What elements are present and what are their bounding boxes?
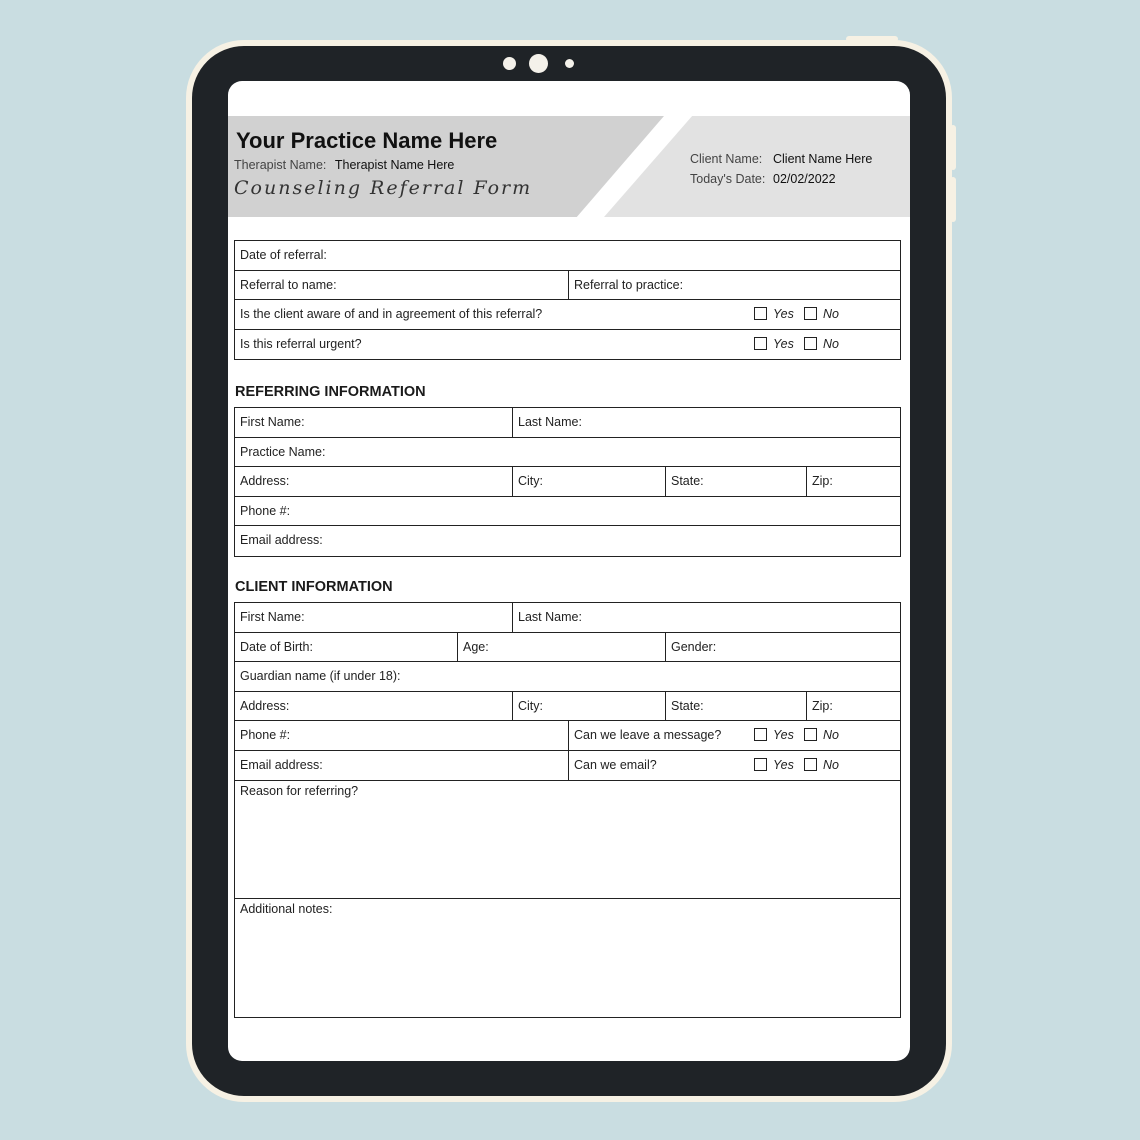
no-label: No <box>823 728 839 743</box>
first-name-label: First Name: <box>240 415 305 429</box>
referral-to-practice-label: Referral to practice: <box>574 277 684 292</box>
tablet-top-button <box>846 36 898 42</box>
client-email-field[interactable] <box>235 751 568 780</box>
client-state-field[interactable] <box>665 692 806 721</box>
yes-label: Yes <box>773 728 794 743</box>
tablet-volume-up-button <box>950 125 956 170</box>
client-name-value[interactable]: Client Name Here <box>773 152 873 166</box>
can-email-label: Can we email? <box>574 757 657 772</box>
table-row <box>235 271 900 301</box>
referral-to-name-field[interactable] <box>235 271 568 300</box>
client-information-table <box>234 602 901 1018</box>
referring-email-field[interactable] <box>235 526 900 556</box>
no-label: No <box>823 307 839 322</box>
referring-state-field[interactable] <box>665 467 806 496</box>
form-title: Counseling Referral Form <box>234 177 533 199</box>
urgent-no-checkbox[interactable] <box>804 337 839 351</box>
camera-dot-left <box>503 57 516 70</box>
additional-notes-field[interactable] <box>235 899 900 1017</box>
referral-table <box>234 240 901 360</box>
phone-label: Phone #: <box>240 503 291 518</box>
gender-label: Gender: <box>671 639 717 654</box>
client-aware-question <box>235 300 900 329</box>
referring-address-field[interactable] <box>235 467 512 496</box>
no-label: No <box>823 336 839 351</box>
client-address-field[interactable] <box>235 692 512 721</box>
city-label: City: <box>518 474 543 489</box>
table-row <box>235 692 900 722</box>
camera-dot-right <box>565 59 574 68</box>
practice-name-label: Practice Name: <box>240 444 326 459</box>
leave-message-no-checkbox[interactable] <box>804 728 839 742</box>
email-label: Email address: <box>240 757 323 772</box>
table-row <box>235 330 900 360</box>
table-row <box>235 526 900 556</box>
leave-message-yes-checkbox[interactable] <box>754 728 794 742</box>
referring-information-heading: REFERRING INFORMATION <box>235 384 426 400</box>
guardian-label: Guardian name (if under 18): <box>240 669 401 684</box>
can-email-yes-checkbox[interactable] <box>754 758 794 772</box>
todays-date-label: Today's Date: <box>690 172 766 186</box>
client-phone-field[interactable] <box>235 721 568 750</box>
last-name-label: Last Name: <box>518 610 582 624</box>
form-screen <box>228 81 910 1061</box>
client-aware-label: Is the client aware of and in agreement of this referral? <box>240 307 543 322</box>
client-age-field[interactable] <box>457 633 665 662</box>
urgent-yes-checkbox[interactable] <box>754 337 794 351</box>
table-row <box>235 408 900 438</box>
state-label: State: <box>671 474 704 489</box>
table-row <box>235 438 900 468</box>
practice-name: Your Practice Name Here <box>236 128 498 153</box>
client-aware-yes-checkbox[interactable] <box>754 307 794 321</box>
tablet-volume-down-button <box>950 177 956 222</box>
no-label: No <box>823 757 839 772</box>
table-row <box>235 241 900 271</box>
notes-label: Additional notes: <box>240 901 333 916</box>
yes-label: Yes <box>773 757 794 772</box>
referring-practice-name-field[interactable] <box>235 438 900 467</box>
date-of-referral-label: Date of referral: <box>240 248 327 262</box>
can-email-question <box>568 751 900 780</box>
client-city-field[interactable] <box>512 692 665 721</box>
yes-label: Yes <box>773 307 794 322</box>
table-row <box>235 662 900 692</box>
address-label: Address: <box>240 474 290 489</box>
dob-label: Date of Birth: <box>240 639 313 654</box>
client-information-heading: CLIENT INFORMATION <box>235 579 393 595</box>
client-guardian-field[interactable] <box>235 662 900 691</box>
client-aware-no-checkbox[interactable] <box>804 307 839 321</box>
table-row <box>235 751 900 781</box>
yes-label: Yes <box>773 336 794 351</box>
referral-urgent-label: Is this referral urgent? <box>240 336 362 351</box>
first-name-label: First Name: <box>240 610 305 624</box>
leave-message-label: Can we leave a message? <box>574 728 722 743</box>
referring-city-field[interactable] <box>512 467 665 496</box>
table-row <box>235 603 900 633</box>
table-row <box>235 300 900 330</box>
city-label: City: <box>518 698 543 713</box>
can-email-no-checkbox[interactable] <box>804 758 839 772</box>
age-label: Age: <box>463 639 489 654</box>
referring-zip-field[interactable] <box>806 467 900 496</box>
phone-label: Phone #: <box>240 728 291 743</box>
address-label: Address: <box>240 698 290 713</box>
client-gender-field[interactable] <box>665 633 900 662</box>
therapist-line <box>234 158 454 172</box>
last-name-label: Last Name: <box>518 415 582 429</box>
email-label: Email address: <box>240 533 323 548</box>
referral-to-name-label: Referral to name: <box>240 277 337 292</box>
table-row <box>235 633 900 663</box>
client-zip-field[interactable] <box>806 692 900 721</box>
client-first-name-field[interactable] <box>235 603 512 632</box>
client-name-label: Client Name: <box>690 152 763 166</box>
referring-phone-field[interactable] <box>235 497 900 526</box>
therapist-label: Therapist Name: <box>234 158 327 172</box>
table-row <box>235 497 900 527</box>
todays-date-value[interactable]: 02/02/2022 <box>773 172 836 186</box>
date-of-referral-field[interactable] <box>235 241 900 270</box>
referral-urgent-question <box>235 330 900 360</box>
client-dob-field[interactable] <box>235 633 457 662</box>
referring-first-name-field[interactable] <box>235 408 512 437</box>
camera-lens <box>529 54 548 73</box>
table-row <box>235 721 900 751</box>
leave-message-question <box>568 721 900 750</box>
referral-to-practice-field[interactable] <box>568 271 900 300</box>
therapist-value[interactable]: Therapist Name Here <box>334 158 455 172</box>
zip-label: Zip: <box>812 474 833 489</box>
reason-for-referring-field[interactable] <box>235 781 900 899</box>
reason-label: Reason for referring? <box>240 783 359 798</box>
referring-last-name-field[interactable] <box>512 408 900 437</box>
referring-information-table <box>234 407 901 557</box>
table-row <box>235 467 900 497</box>
state-label: State: <box>671 698 704 713</box>
client-last-name-field[interactable] <box>512 603 900 632</box>
zip-label: Zip: <box>812 698 833 713</box>
